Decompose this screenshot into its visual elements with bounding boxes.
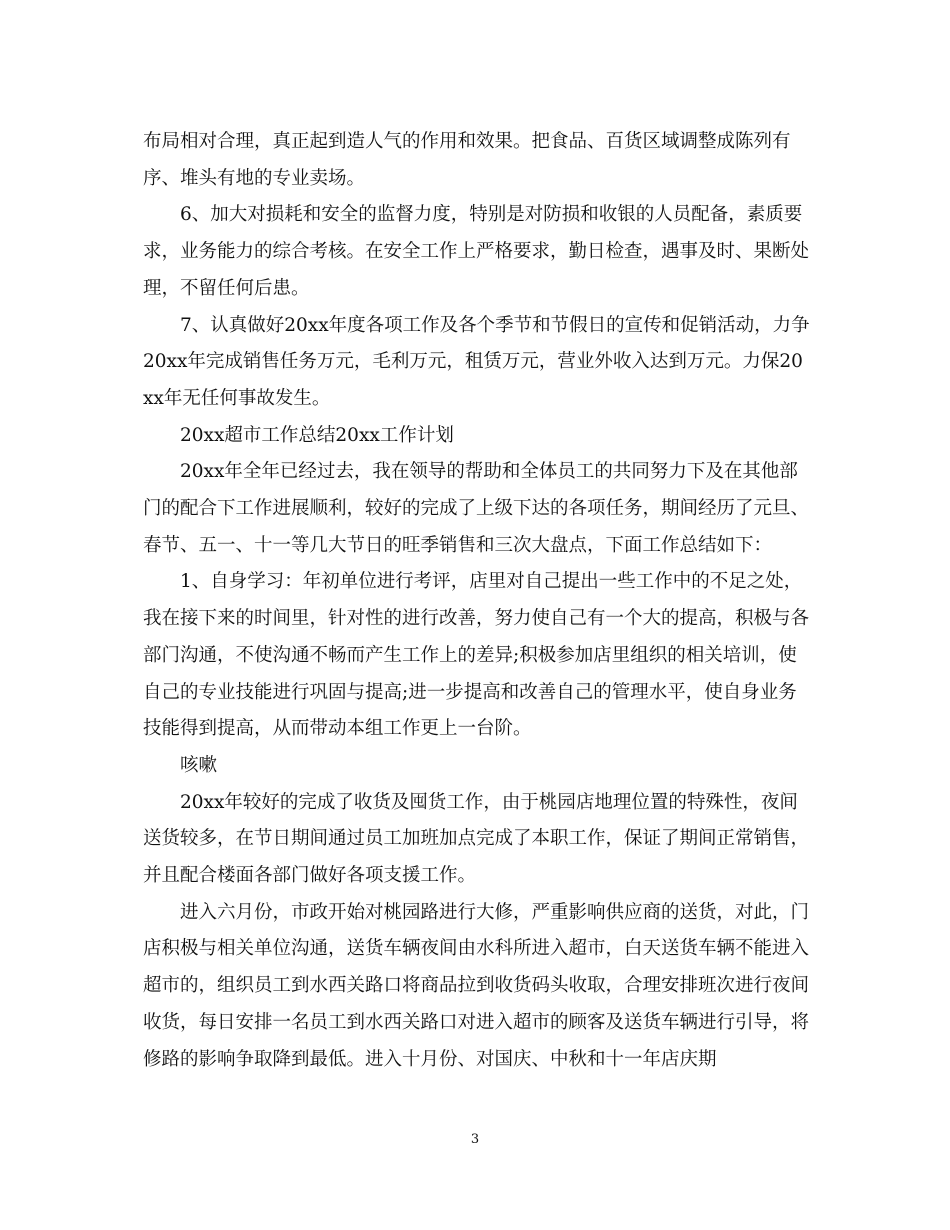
paragraph-item-6: 6、加大对损耗和安全的监督力度，特别是对防损和收银的人员配备，素质要求，业务能力的综合考核。在安全工作上严格要求，勤日检查，遇事及时、果断处理，不留任何后患。 [143,204,810,299]
section-heading: 20xx超市工作总结20xx工作计划 [180,424,454,446]
document-body [143,124,813,1078]
page-number: 3 [470,1132,480,1147]
paragraph-short-note: 咳嗽 [180,754,218,776]
paragraph-june: 进入六月份，市政开始对桃园路进行大修，严重影响供应商的送货，对此，门店积极与相关单位沟通，送货车辆夜间由水科所进入超市，白天送货车辆不能进入超市的，组织员工到水西关路口将商品拉到收货码头收取，合理安排班次进行夜间收货，每日安排一名员工到水西关路口对进入超市的顾客及送货车辆进行引导，将修路的影响争取降到最低。进入十月份、对国庆、中秋和十一年店庆期 [143,901,810,1070]
paragraph-continuation: 布局相对合理，真正起到造人气的作用和效果。把食品、百货区域调整成陈列有序、堆头有地的专业卖场。 [143,131,791,189]
paragraph-item-7: 7、认真做好20xx年度各项工作及各个季节和节假日的宣传和促销活动，力争20xx年完成销售任务万元，毛利万元，租赁万元，营业外收入达到万元。力保20xx年无任何事故发生。 [143,314,810,409]
paragraph-self-study: 1、自身学习：年初单位进行考评，店里对自己提出一些工作中的不足之处，我在接下来的时间里，针对性的进行改善，努力使自己有一个大的提高，积极与各部门沟通，不使沟通不畅而产生工作上的差异;积极参加店里组织的相关培训，使自己的专业技能进行巩固与提高;进一步提高和改善自己的管理水平，使自身业务技能得到提高，从而带动本组工作更上一台阶。 [143,571,810,740]
paragraph-intro: 20xx年全年已经过去，我在领导的帮助和全体员工的共同努力下及在其他部门的配合下工作进展顺利，较好的完成了上级下达的各项任务，期间经历了元旦、春节、五一、十一等几大节日的旺季销售和三次大盘点，下面工作总结如下： [143,461,810,556]
paragraph-receiving: 20xx年较好的完成了收货及囤货工作，由于桃园店地理位置的特殊性，夜间送货较多，在节日期间通过员工加班加点完成了本职工作，保证了期间正常销售，并且配合楼面各部门做好各项支援工作。 [143,791,810,887]
